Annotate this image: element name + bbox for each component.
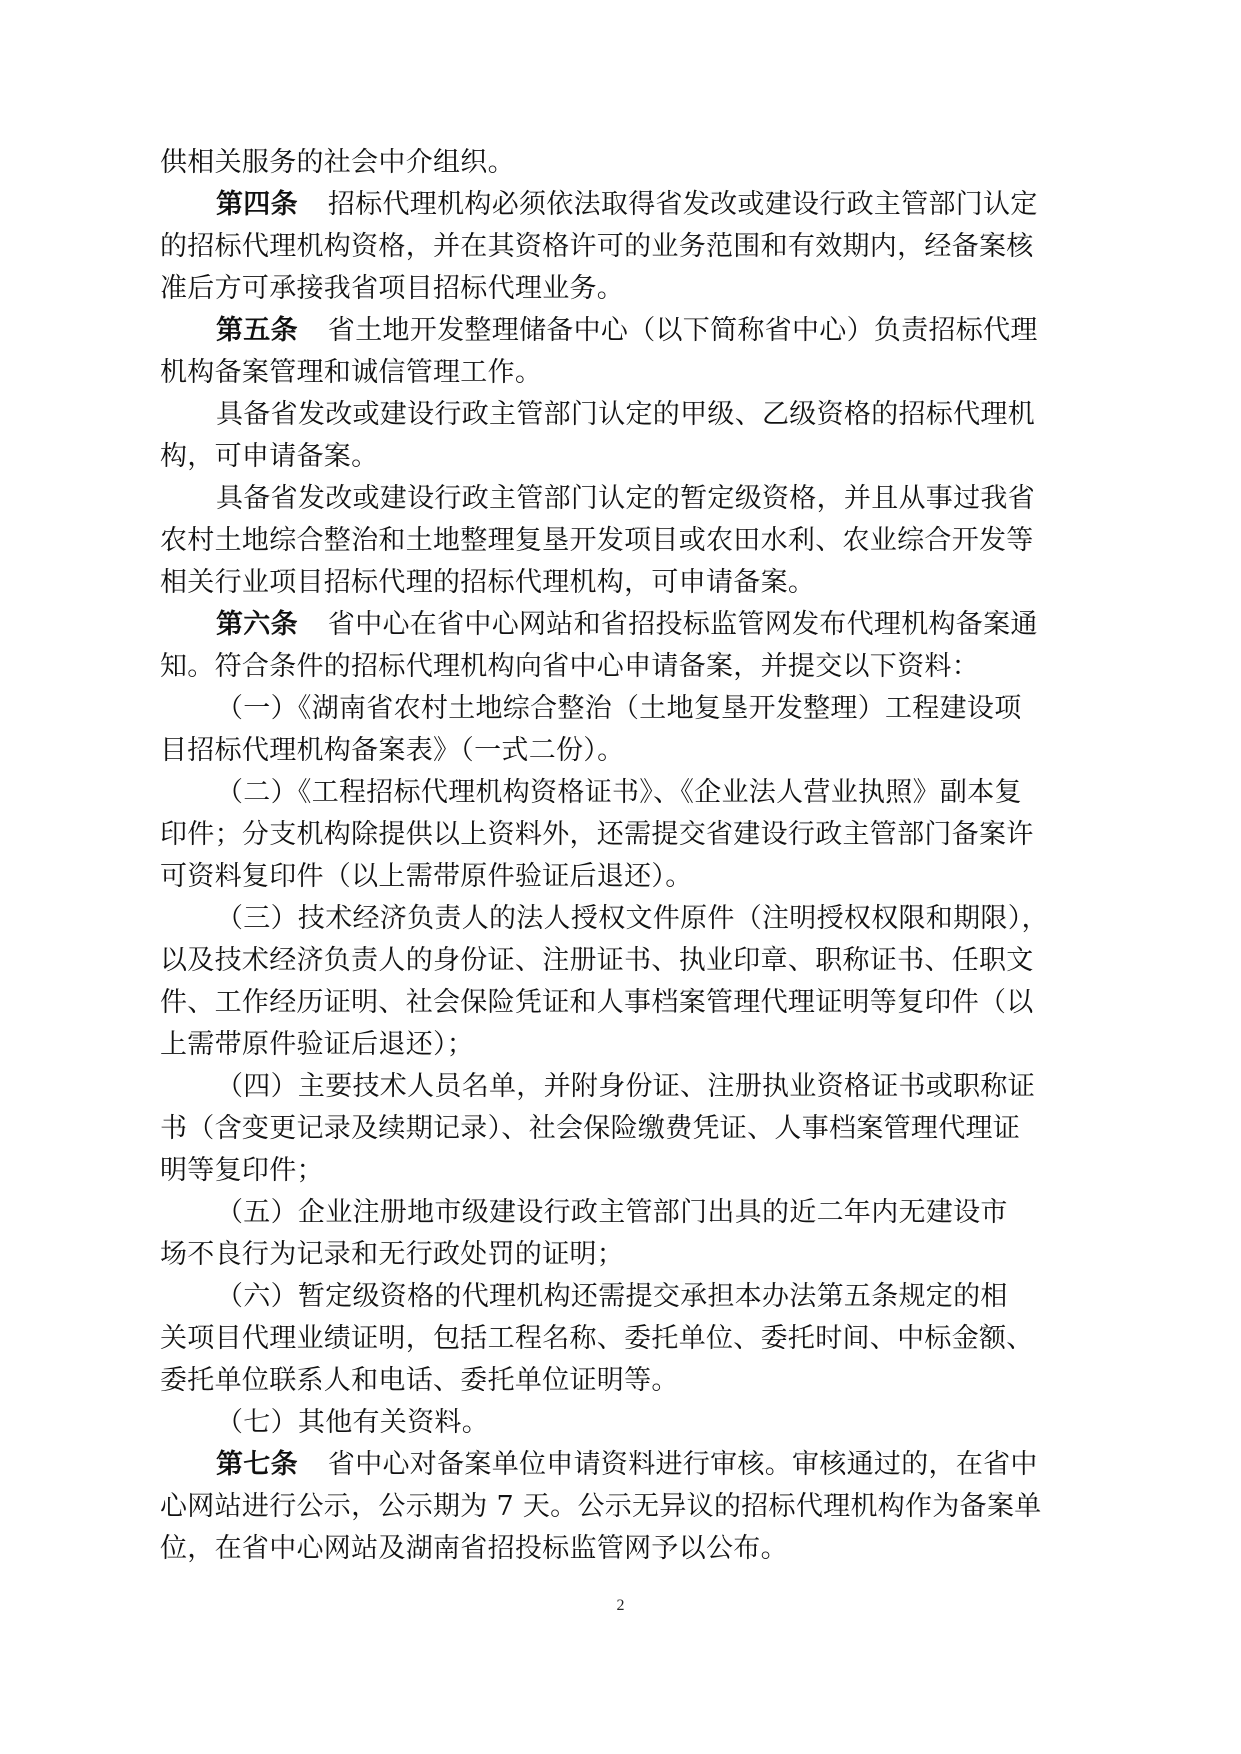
- line-text: 知。符合条件的招标代理机构向省中心申请备案，并提交以下资料：: [160, 651, 979, 682]
- text-line: [160, 730, 1082, 772]
- text-line: [160, 394, 1082, 436]
- article-label: 第七条: [216, 1449, 298, 1480]
- line-text: （七）其他有关资料。: [216, 1407, 489, 1438]
- article-heading-line: [160, 184, 1082, 226]
- text-line: [160, 1360, 1082, 1402]
- line-text: 具备省发改或建设行政主管部门认定的暂定级资格，并且从事过我省: [216, 483, 1035, 514]
- text-line: [160, 982, 1082, 1024]
- text-line: [160, 142, 1082, 184]
- line-text: 准后方可承接我省项目招标代理业务。: [160, 273, 625, 304]
- text-line: [160, 688, 1082, 730]
- line-text: 省中心对备案单位申请资料进行审核。审核通过的，在省中: [327, 1449, 1038, 1480]
- text-line: [160, 772, 1082, 814]
- text-line: [160, 1402, 1082, 1444]
- text-line: [160, 646, 1082, 688]
- line-text: 上需带原件验证后退还）；: [160, 1029, 475, 1060]
- line-text: 省中心在省中心网站和省招投标监管网发布代理机构备案通: [327, 609, 1038, 640]
- text-line: [160, 562, 1082, 604]
- line-text: 的招标代理机构资格，并在其资格许可的业务范围和有效期内，经备案核: [160, 231, 1034, 262]
- line-text: 省土地开发整理储备中心（以下简称省中心）负责招标代理: [327, 315, 1038, 346]
- text-line: [160, 478, 1082, 520]
- text-line: [160, 1150, 1082, 1192]
- line-text: 明等复印件；: [160, 1155, 324, 1186]
- line-text: 可资料复印件（以上需带原件验证后退还）。: [160, 861, 693, 892]
- text-line: [160, 1024, 1082, 1066]
- line-text: 场不良行为记录和无行政处罚的证明；: [160, 1239, 625, 1270]
- line-text: （五）企业注册地市级建设行政主管部门出具的近二年内无建设市: [216, 1197, 1008, 1228]
- line-text: 关项目代理业绩证明，包括工程名称、委托单位、委托时间、中标金额、: [160, 1323, 1034, 1354]
- text-line: [160, 226, 1082, 268]
- line-text: 以及技术经济负责人的身份证、注册证书、执业印章、职称证书、任职文: [160, 945, 1034, 976]
- text-line: [160, 814, 1082, 856]
- line-text: 印件；分支机构除提供以上资料外，还需提交省建设行政主管部门备案许: [160, 819, 1034, 850]
- line-text: 构，可申请备案。: [160, 441, 379, 472]
- text-line: [160, 1486, 1082, 1528]
- line-text: 位，在省中心网站及湖南省招投标监管网予以公布。: [160, 1533, 788, 1564]
- article-label: 第五条: [216, 315, 298, 346]
- document-body: [160, 142, 1082, 1570]
- text-line: [160, 1276, 1082, 1318]
- text-line: [160, 436, 1082, 478]
- text-line: [160, 1318, 1082, 1360]
- line-text: （一）《湖南省农村土地综合整治（土地复垦开发整理）工程建设项: [216, 693, 1022, 724]
- text-line: [160, 1234, 1082, 1276]
- article-label: 第六条: [216, 609, 298, 640]
- text-line: [160, 1192, 1082, 1234]
- text-line: [160, 520, 1082, 562]
- text-line: [160, 898, 1082, 940]
- article-label: 第四条: [216, 189, 298, 220]
- text-line: [160, 940, 1082, 982]
- line-text: （六）暂定级资格的代理机构还需提交承担本办法第五条规定的相: [216, 1281, 1008, 1312]
- line-text: 农村土地综合整治和土地整理复垦开发项目或农田水利、农业综合开发等: [160, 525, 1034, 556]
- line-text: 相关行业项目招标代理的招标代理机构，可申请备案。: [160, 567, 816, 598]
- page-number: 2: [616, 1597, 625, 1614]
- article-heading-line: [160, 310, 1082, 352]
- text-line: [160, 1108, 1082, 1150]
- line-text: 心网站进行公示，公示期为 7 天。公示无异议的招标代理机构作为备案单: [160, 1491, 1042, 1522]
- text-line: [160, 352, 1082, 394]
- line-text: 书（含变更记录及续期记录）、社会保险缴费凭证、人事档案管理代理证: [160, 1113, 1021, 1144]
- line-text: 目招标代理机构备案表》（一式二份）。: [160, 735, 625, 766]
- article-heading-line: [160, 604, 1082, 646]
- article-heading-line: [160, 1444, 1082, 1486]
- line-text: 机构备案管理和诚信管理工作。: [160, 357, 543, 388]
- line-text: （三）技术经济负责人的法人授权文件原件（注明授权权限和期限），: [216, 903, 1049, 934]
- line-text: （二）《工程招标代理机构资格证书》、《企业法人营业执照》副本复: [216, 777, 1022, 808]
- line-text: 件、工作经历证明、社会保险凭证和人事档案管理代理证明等复印件（以: [160, 987, 1034, 1018]
- text-line: [160, 1066, 1082, 1108]
- line-text: 招标代理机构必须依法取得省发改或建设行政主管部门认定: [327, 189, 1038, 220]
- line-text: 具备省发改或建设行政主管部门认定的甲级、乙级资格的招标代理机: [216, 399, 1035, 430]
- line-text: 委托单位联系人和电话、委托单位证明等。: [160, 1365, 679, 1396]
- line-text: 供相关服务的社会中介组织。: [160, 147, 515, 178]
- text-line: [160, 856, 1082, 898]
- text-line: [160, 268, 1082, 310]
- line-text: （四）主要技术人员名单，并附身份证、注册执业资格证书或职称证: [216, 1071, 1035, 1102]
- text-line: [160, 1528, 1082, 1570]
